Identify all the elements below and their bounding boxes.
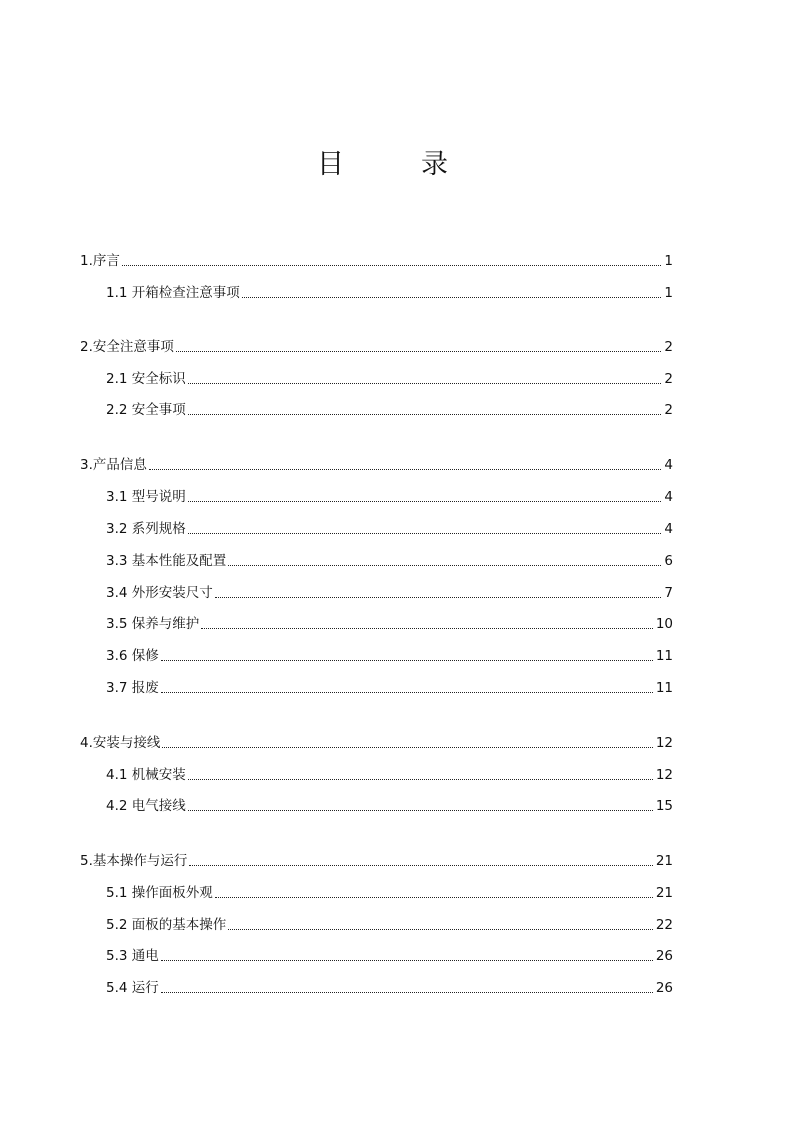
toc-entry-page: 1: [664, 253, 673, 269]
toc-entry-page: 4: [664, 457, 673, 473]
toc-entry-page: 2: [664, 371, 673, 387]
toc-entry-4-1[interactable]: [106, 764, 673, 784]
dot-leader: [188, 533, 662, 534]
toc-title-char-2: 录: [421, 149, 448, 180]
toc-entry-5-3[interactable]: [106, 945, 673, 965]
toc-entry-page: 15: [655, 798, 673, 814]
toc-entry-1[interactable]: [80, 250, 673, 270]
toc-entry-3-3[interactable]: [106, 550, 673, 570]
toc-entry-page: 4: [664, 521, 673, 537]
toc-entry-label: 4.2 电气接线: [106, 798, 186, 814]
toc-entry-page: 7: [664, 585, 673, 601]
toc-entry-label: 3.5 保养与维护: [106, 616, 200, 632]
toc-entry-label: 2.1 安全标识: [106, 371, 186, 387]
toc-entry-5[interactable]: [80, 850, 673, 870]
toc-entry-page: 11: [655, 680, 673, 696]
toc-entry-label: 4.1 机械安装: [106, 767, 186, 783]
toc-entry-page: 21: [655, 853, 673, 869]
toc-entry-3[interactable]: [80, 454, 673, 474]
dot-leader: [189, 865, 652, 866]
dot-leader: [176, 351, 662, 352]
toc-entry-3-7[interactable]: [106, 677, 673, 697]
toc-entry-2-1[interactable]: [106, 368, 673, 388]
toc-entry-label: 3.6 保修: [106, 648, 159, 664]
toc-entry-label: 1.序言: [80, 253, 120, 269]
dot-leader: [188, 383, 662, 384]
toc-entry-2[interactable]: [80, 336, 673, 356]
dot-leader: [215, 897, 653, 898]
toc-entry-5-4[interactable]: [106, 977, 673, 997]
toc-title: [0, 148, 791, 188]
toc-entry-page: 11: [655, 648, 673, 664]
toc-entry-3-6[interactable]: [106, 645, 673, 665]
dot-leader: [188, 779, 653, 780]
dot-leader: [188, 810, 653, 811]
toc-entry-label: 3.7 报废: [106, 680, 159, 696]
toc-entry-page: 2: [664, 339, 673, 355]
toc-entry-label: 1.1 开箱检查注意事项: [106, 285, 240, 301]
toc-entry-2-2[interactable]: [106, 399, 673, 419]
toc-entry-label: 3.3 基本性能及配置: [106, 553, 227, 569]
toc-entry-3-2[interactable]: [106, 518, 673, 538]
toc-entry-5-1[interactable]: [106, 882, 673, 902]
toc-entry-label: 5.3 通电: [106, 948, 159, 964]
toc-entry-3-5[interactable]: [106, 613, 673, 633]
toc-entry-label: 4.安装与接线: [80, 735, 161, 751]
dot-leader: [122, 265, 662, 266]
toc-entry-page: 21: [655, 885, 673, 901]
dot-leader: [161, 992, 653, 993]
dot-leader: [161, 692, 653, 693]
toc-entry-label: 5.1 操作面板外观: [106, 885, 213, 901]
toc-entry-page: 1: [664, 285, 673, 301]
toc-entry-page: 6: [664, 553, 673, 569]
toc-entry-label: 3.4 外形安装尺寸: [106, 585, 213, 601]
dot-leader: [188, 414, 662, 415]
toc-entry-3-4[interactable]: [106, 582, 673, 602]
dot-leader: [228, 929, 653, 930]
dot-leader: [162, 747, 652, 748]
toc-entry-3-1[interactable]: [106, 486, 673, 506]
dot-leader: [161, 960, 653, 961]
toc-entry-4[interactable]: [80, 732, 673, 752]
dot-leader: [242, 297, 662, 298]
toc-entry-label: 2.安全注意事项: [80, 339, 174, 355]
toc-entry-label: 3.1 型号说明: [106, 489, 186, 505]
toc-entry-label: 3.2 系列规格: [106, 521, 186, 537]
toc-entry-page: 12: [655, 767, 673, 783]
toc-entry-4-2[interactable]: [106, 795, 673, 815]
toc-entry-label: 5.2 面板的基本操作: [106, 917, 227, 933]
dot-leader: [201, 628, 653, 629]
toc-entry-label: 3.产品信息: [80, 457, 147, 473]
toc-entry-page: 4: [664, 489, 673, 505]
toc-entry-5-2[interactable]: [106, 914, 673, 934]
toc-entry-label: 2.2 安全事项: [106, 402, 186, 418]
toc-entry-page: 26: [655, 948, 673, 964]
dot-leader: [161, 660, 653, 661]
toc-entry-label: 5.基本操作与运行: [80, 853, 188, 869]
toc-entry-1-1[interactable]: [106, 282, 673, 302]
toc-title-char-1: 目: [317, 149, 344, 180]
toc-entry-page: 26: [655, 980, 673, 996]
toc-entry-label: 5.4 运行: [106, 980, 159, 996]
dot-leader: [149, 469, 662, 470]
dot-leader: [188, 501, 662, 502]
toc-entry-page: 10: [655, 616, 673, 632]
dot-leader: [228, 565, 661, 566]
toc-entry-page: 2: [664, 402, 673, 418]
toc-entry-page: 12: [655, 735, 673, 751]
dot-leader: [215, 597, 662, 598]
toc-entry-page: 22: [655, 917, 673, 933]
